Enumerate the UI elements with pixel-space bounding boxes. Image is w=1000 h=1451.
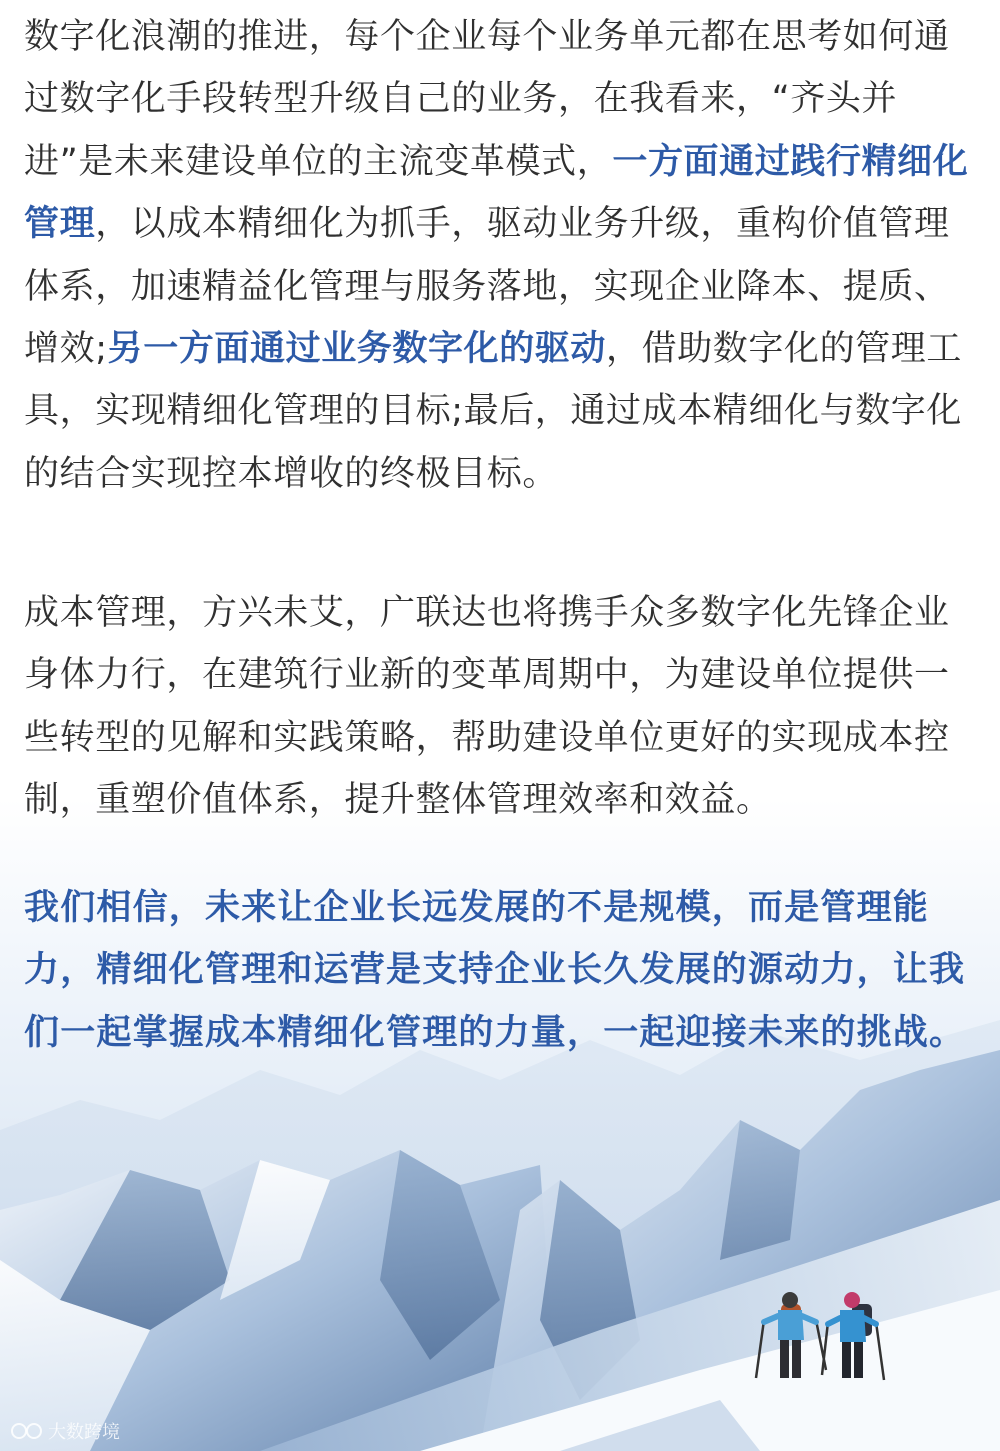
highlight-digital-drive: 另一方面通过业务数字化的驱动 bbox=[107, 329, 606, 370]
highlight-fine-management: 一方面通过践行精细化管理 bbox=[24, 141, 969, 245]
cost-management-paragraph: 成本管理，方兴未艾，广联达也将携手众多数字化先锋企业身体力行，在建筑行业新的变革周期中，为建设单位提供一些转型的见解和实践策略，帮助建设单位更好的实现成本控制，重塑价值体系，提升整体管理效率和效益。 bbox=[24, 593, 950, 821]
watermark bbox=[10, 1418, 120, 1444]
para1-segment-3: ，以成本精细化为抓手，驱动业务升级，重构价值管理体系，加速精益化管理与服务落地，实现企业降本、提质、增效; bbox=[24, 204, 950, 370]
closing-statement: 我们相信，未来让企业长远发展的不是规模，而是管理能力，精细化管理和运营是支持企业长久发展的源动力，让我们一起掌握成本精细化管理的力量，一起迎接未来的挑战。 bbox=[24, 888, 966, 1053]
para1-segment-5: ，借助数字化的管理工具，实现精细化管理的目标;最后，通过成本精细化与数字化的结合实现控本增收的终极目标。 bbox=[24, 329, 963, 494]
brand-logo-icon bbox=[10, 1420, 44, 1442]
para1-segment-1: 数字化浪潮的推进，每个企业每个业务单元都在思考如何通过数字化手段转型升级自己的业务，在我看来，“齐头并进”是未来建设单位的主流变革模式， bbox=[24, 17, 950, 182]
watermark-text: 大数跨境 bbox=[48, 1422, 120, 1443]
intro-paragraph bbox=[24, 6, 980, 505]
